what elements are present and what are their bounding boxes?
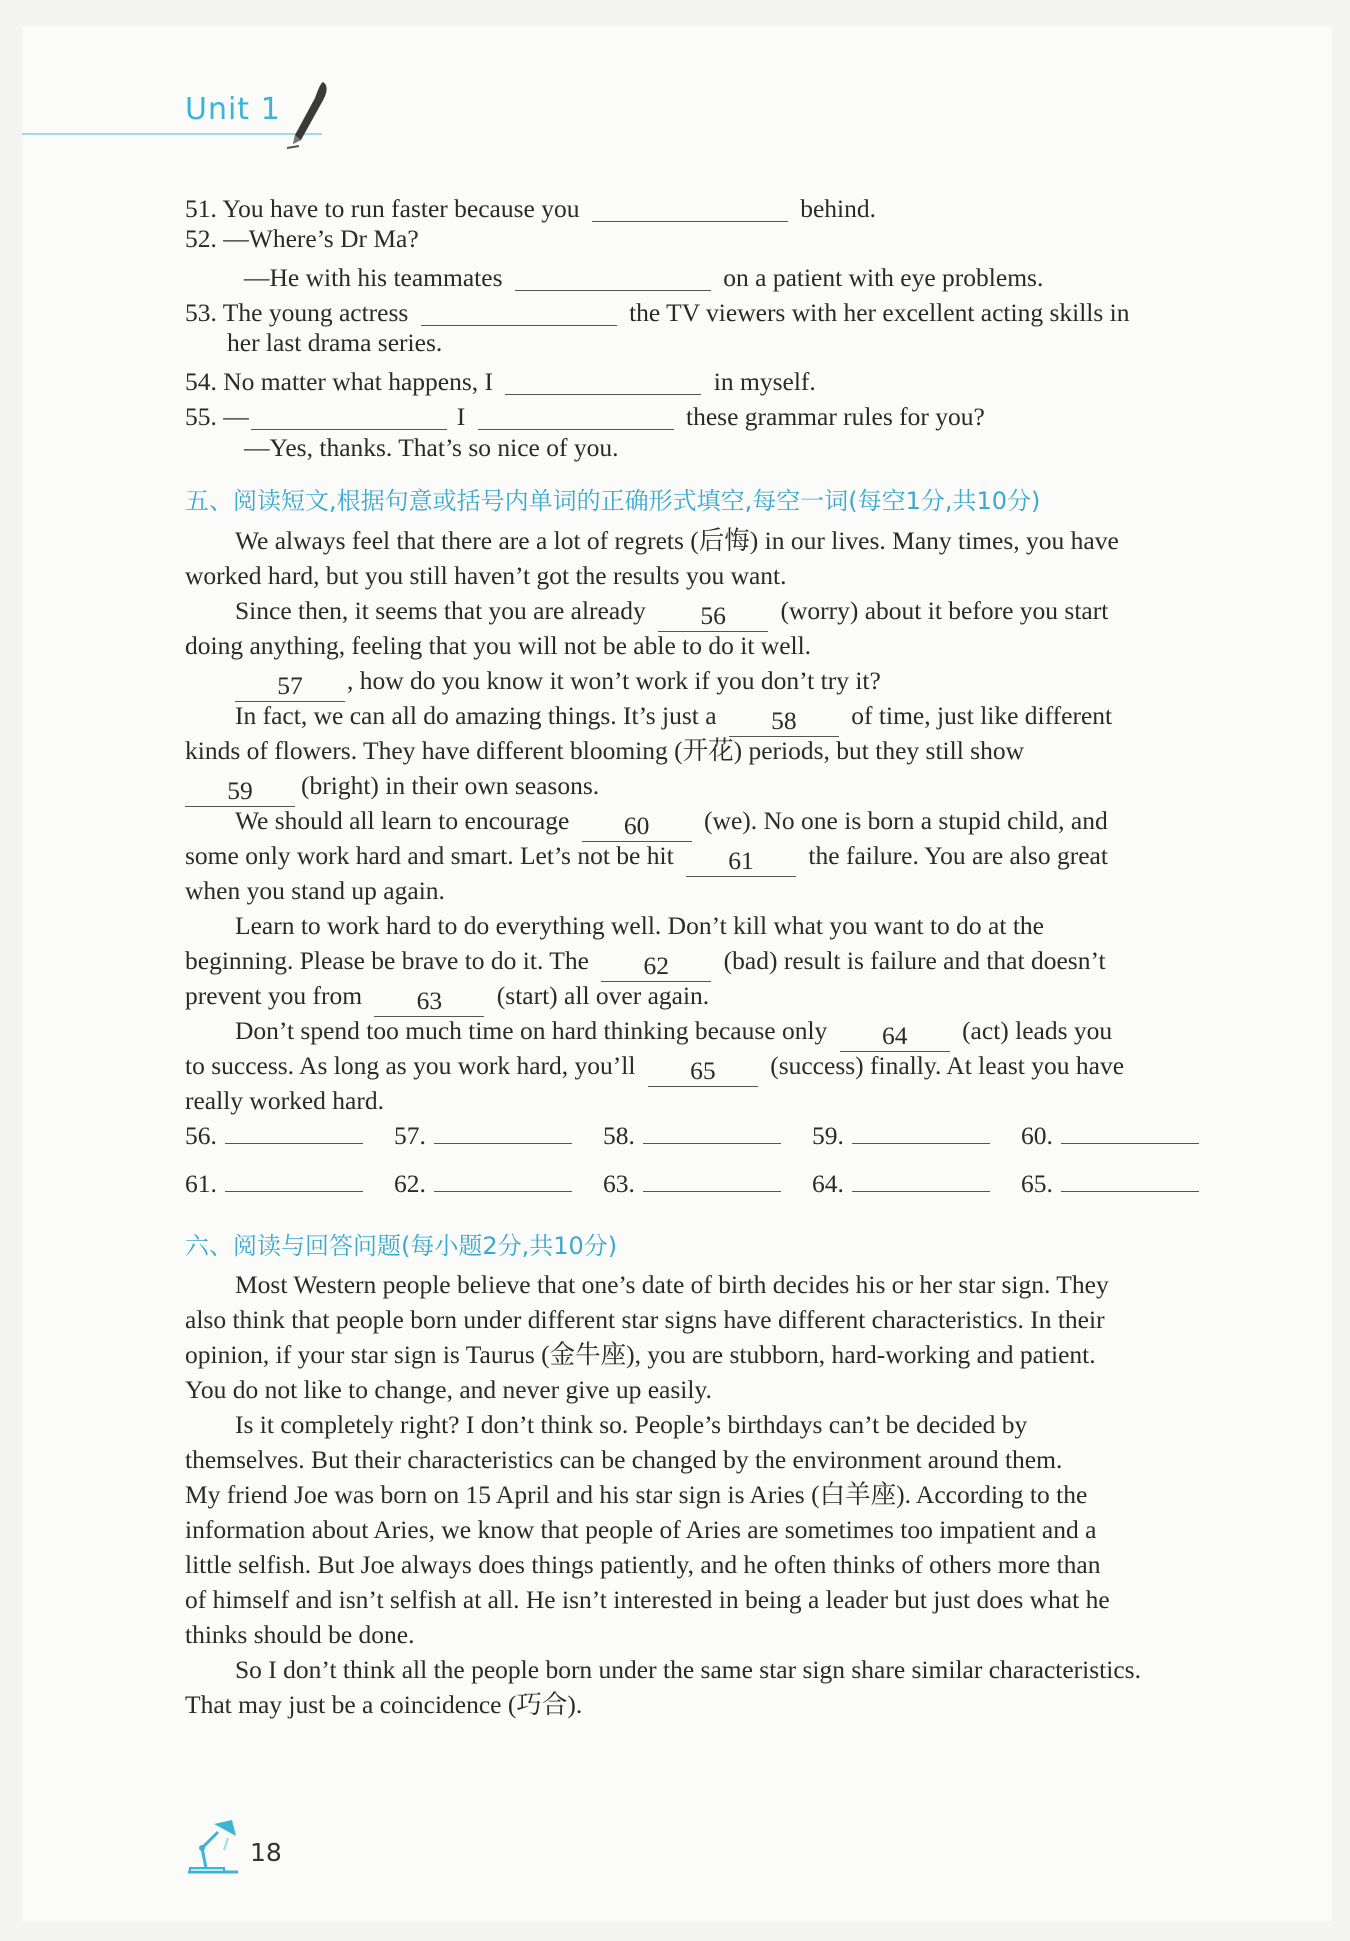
s6-line-10: of himself and isn’t selfish at all. He isn’t interested in being a leader but just does what he xyxy=(185,1585,1110,1614)
blank-58[interactable]: 58 xyxy=(729,710,839,737)
s5-p6b: beginning. Please be brave to do it. The 62 (bad) result is failure and that doesn’t xyxy=(185,946,1106,980)
s6-line-8: information about Aries, we know that people of Aries are sometimes too impatient and a xyxy=(185,1515,1097,1544)
answer-56[interactable]: 56. xyxy=(185,1121,363,1151)
s6-line-13: That may just be a coincidence (巧合). xyxy=(185,1690,583,1719)
s6-line-9: little selfish. But Joe always does things patiently, and he often thinks of others more than xyxy=(185,1550,1101,1579)
desk-lamp-icon xyxy=(184,1818,242,1876)
blank-65[interactable]: 65 xyxy=(648,1060,758,1087)
q52-line: 52. —Where’s Dr Ma? xyxy=(185,224,419,253)
q53-blank[interactable] xyxy=(421,299,617,326)
s6-line-11: thinks should be done. xyxy=(185,1620,415,1649)
answer-62[interactable]: 62. xyxy=(394,1169,572,1199)
s5-p5a: We should all learn to encourage 60 (we). No one is born a stupid child, and xyxy=(235,806,1108,840)
section5-title: 五、阅读短文,根据句意或括号内单词的正确形式填空,每空一词(每空1分,共10分) xyxy=(185,487,1041,515)
s5-p3: 57 , how do you know it won’t work if you don’t try it? xyxy=(235,666,881,697)
q51-line: 51. You have to run faster because you behind. xyxy=(185,194,876,223)
s5-p7c: to success. As long as you work hard, you’ll 65 (success) finally. At least you have xyxy=(185,1051,1125,1085)
q52-answer-line: —He with his teammates on a patient with eye problems. xyxy=(244,263,1044,292)
page-number: 18 xyxy=(250,1838,282,1867)
blank-57[interactable]: 57 xyxy=(235,675,345,702)
blank-60[interactable]: 60 xyxy=(582,815,692,842)
pen-icon xyxy=(283,80,333,152)
s6-line-4: You do not like to change, and never give up easily. xyxy=(185,1375,712,1404)
q54-line: 54. No matter what happens, I in myself. xyxy=(185,367,816,396)
q52-blank[interactable] xyxy=(515,264,711,291)
s6-line-5: Is it completely right? I don’t think so. People’s birthdays can’t be decided by xyxy=(235,1410,1028,1439)
answer-57[interactable]: 57. xyxy=(394,1121,572,1151)
s6-line-3: opinion, if your star sign is Taurus (金牛座), you are stubborn, hard-working and patient. xyxy=(185,1340,1096,1369)
s6-line-12: So I don’t think all the people born under the same star sign share similar characteristics. xyxy=(235,1655,1141,1684)
blank-61[interactable]: 61 xyxy=(686,850,796,877)
q55-blank-2[interactable] xyxy=(478,403,674,430)
q53-line: 53. The young actress the TV viewers with her excellent acting skills in xyxy=(185,298,1130,327)
answer-65[interactable]: 65. xyxy=(1021,1169,1199,1199)
q55-reply: —Yes, thanks. That’s so nice of you. xyxy=(244,433,619,462)
answer-59[interactable]: 59. xyxy=(812,1121,990,1151)
answer-63[interactable]: 63. xyxy=(603,1169,781,1199)
blank-63[interactable]: 63 xyxy=(374,990,484,1017)
s5-p2a: Since then, it seems that you are already 56 (worry) about it before you start xyxy=(235,596,1109,630)
s6-line-2: also think that people born under different star signs have different characteristics. In their xyxy=(185,1305,1105,1334)
s5-p5e: when you stand up again. xyxy=(185,876,445,905)
unit-title: Unit 1 xyxy=(185,92,281,127)
answer-58[interactable]: 58. xyxy=(603,1121,781,1151)
blank-56[interactable]: 56 xyxy=(658,605,768,632)
s5-p4c: kinds of flowers. They have different blooming (开花) periods, but they still show xyxy=(185,736,1025,765)
q55-line: 55. — I these grammar rules for you? xyxy=(185,402,985,431)
s5-p1a: We always feel that there are a lot of regrets (后悔) in our lives. Many times, you have xyxy=(235,526,1119,555)
q51-blank[interactable] xyxy=(592,195,788,222)
answer-64[interactable]: 64. xyxy=(812,1169,990,1199)
s5-p7a: Don’t spend too much time on hard thinking because only 64 (act) leads you xyxy=(235,1016,1113,1050)
answer-61[interactable]: 61. xyxy=(185,1169,363,1199)
s5-p6d: prevent you from 63 (start) all over again. xyxy=(185,981,710,1015)
answer-60[interactable]: 60. xyxy=(1021,1121,1199,1151)
s5-p1b: worked hard, but you still haven’t got the results you want. xyxy=(185,561,787,590)
blank-62[interactable]: 62 xyxy=(601,955,711,982)
s6-line-6: themselves. But their characteristics can be changed by the environment around them. xyxy=(185,1445,1063,1474)
s5-p7e: really worked hard. xyxy=(185,1086,384,1115)
s6-line-1: Most Western people believe that one’s date of birth decides his or her star sign. They xyxy=(235,1270,1109,1299)
s6-line-7: My friend Joe was born on 15 April and his star sign is Aries (白羊座). According to the xyxy=(185,1480,1088,1509)
s5-p4d: 59 (bright) in their own seasons. xyxy=(185,771,599,802)
header-rule xyxy=(22,133,322,135)
q55-blank-1[interactable] xyxy=(251,403,447,430)
blank-59[interactable]: 59 xyxy=(185,780,295,807)
s5-p2c: doing anything, feeling that you will not be able to do it well. xyxy=(185,631,812,660)
s5-p6a: Learn to work hard to do everything well. Don’t kill what you want to do at the xyxy=(235,911,1044,940)
q54-blank[interactable] xyxy=(505,368,701,395)
q53-cont: her last drama series. xyxy=(227,328,443,357)
section6-title: 六、阅读与回答问题(每小题2分,共10分) xyxy=(185,1232,618,1260)
s5-p5c: some only work hard and smart. Let’s not be hit 61 the failure. You are also great xyxy=(185,841,1108,875)
blank-64[interactable]: 64 xyxy=(840,1025,950,1052)
s5-p4a: In fact, we can all do amazing things. It’s just a 58 of time, just like different xyxy=(235,701,1113,735)
